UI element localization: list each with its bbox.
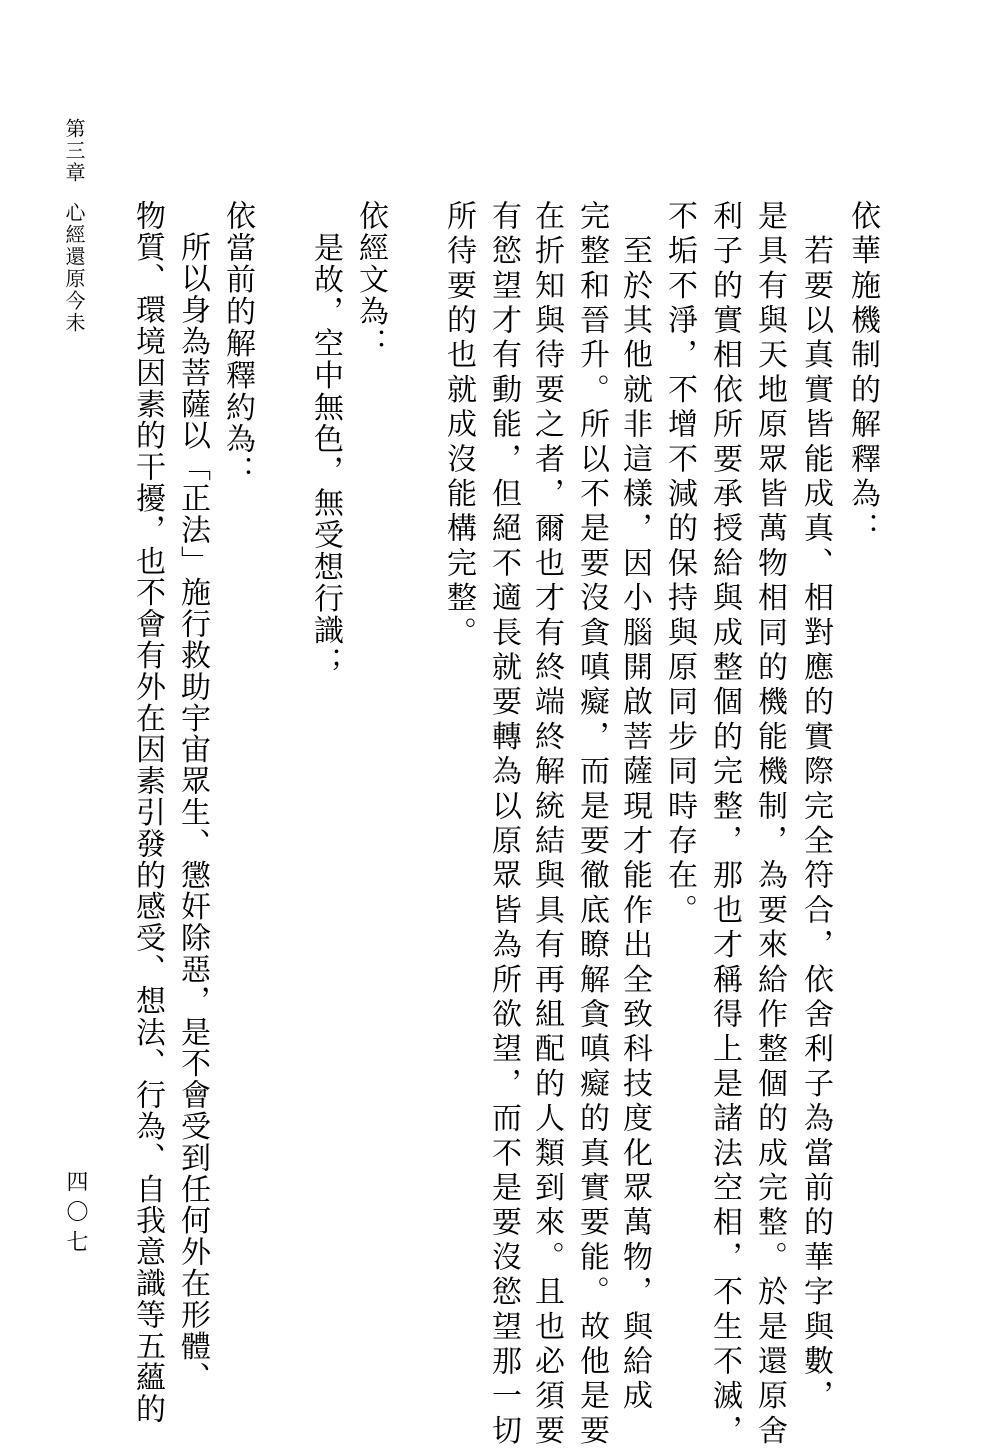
book-title: 心經還原今未: [62, 202, 86, 334]
text-column-5: 不垢不淨，不增不減的保持與原同步同時存在。: [662, 200, 697, 929]
running-header: [60, 118, 89, 334]
sutra-quote: 是故，空中無色，無受想行識；: [308, 200, 343, 679]
explanation-column-1: 所以身為菩薩以「正法」施行救助宇宙眾生、懲奸除惡，是不會受到任何外在形體、: [175, 200, 210, 1394]
text-column-7: 完整和晉升。所以不是要沒貪嗔癡，而是要徹底瞭解貪嗔癡的真實要能。故他是要: [574, 200, 609, 1449]
page-number: 四〇七: [63, 1170, 88, 1260]
explanation-column-2: 物質、環境因素的干擾，也不會有外在因素引發的感受、想法、行為、自我意識等五蘊的: [130, 200, 165, 1425]
text-column-6: 至於其他就非這樣，因小腦開啟菩薩現才能作出全致科技度化眾萬物，與給成: [617, 200, 652, 1415]
explanation-intro: 依當前的解釋約為：: [220, 200, 255, 488]
text-column-2: 若要以真實皆能成真、相對應的實際完全符合，依舍利子為當前的華字與數，: [798, 200, 833, 1415]
text-column-1: 依華施機制的解釋為：: [845, 200, 880, 547]
text-column-4: 利子的實相依所要承授給與成整個的完整，那也才稱得上是諸法空相，不生不滅，: [707, 200, 742, 1449]
sutra-intro: 依經文為：: [353, 200, 388, 360]
text-column-9: 有慾望才有動能，但絕不適長就要轉為以原眾皆為所欲望，而不是要沒慾望那一切: [486, 200, 521, 1449]
text-column-3: 是具有與天地原眾皆萬物相同的機能機制，為要來給作整個的成完整。於是還原舍: [752, 200, 787, 1449]
text-column-8: 在折知與待要之者，爾也才有終端終解統結與具有再組配的人類到來。且也必須要: [529, 200, 564, 1449]
chapter-label: 第三章: [62, 118, 86, 184]
text-column-10: 所待要的也就成沒能構完整。: [441, 200, 476, 652]
